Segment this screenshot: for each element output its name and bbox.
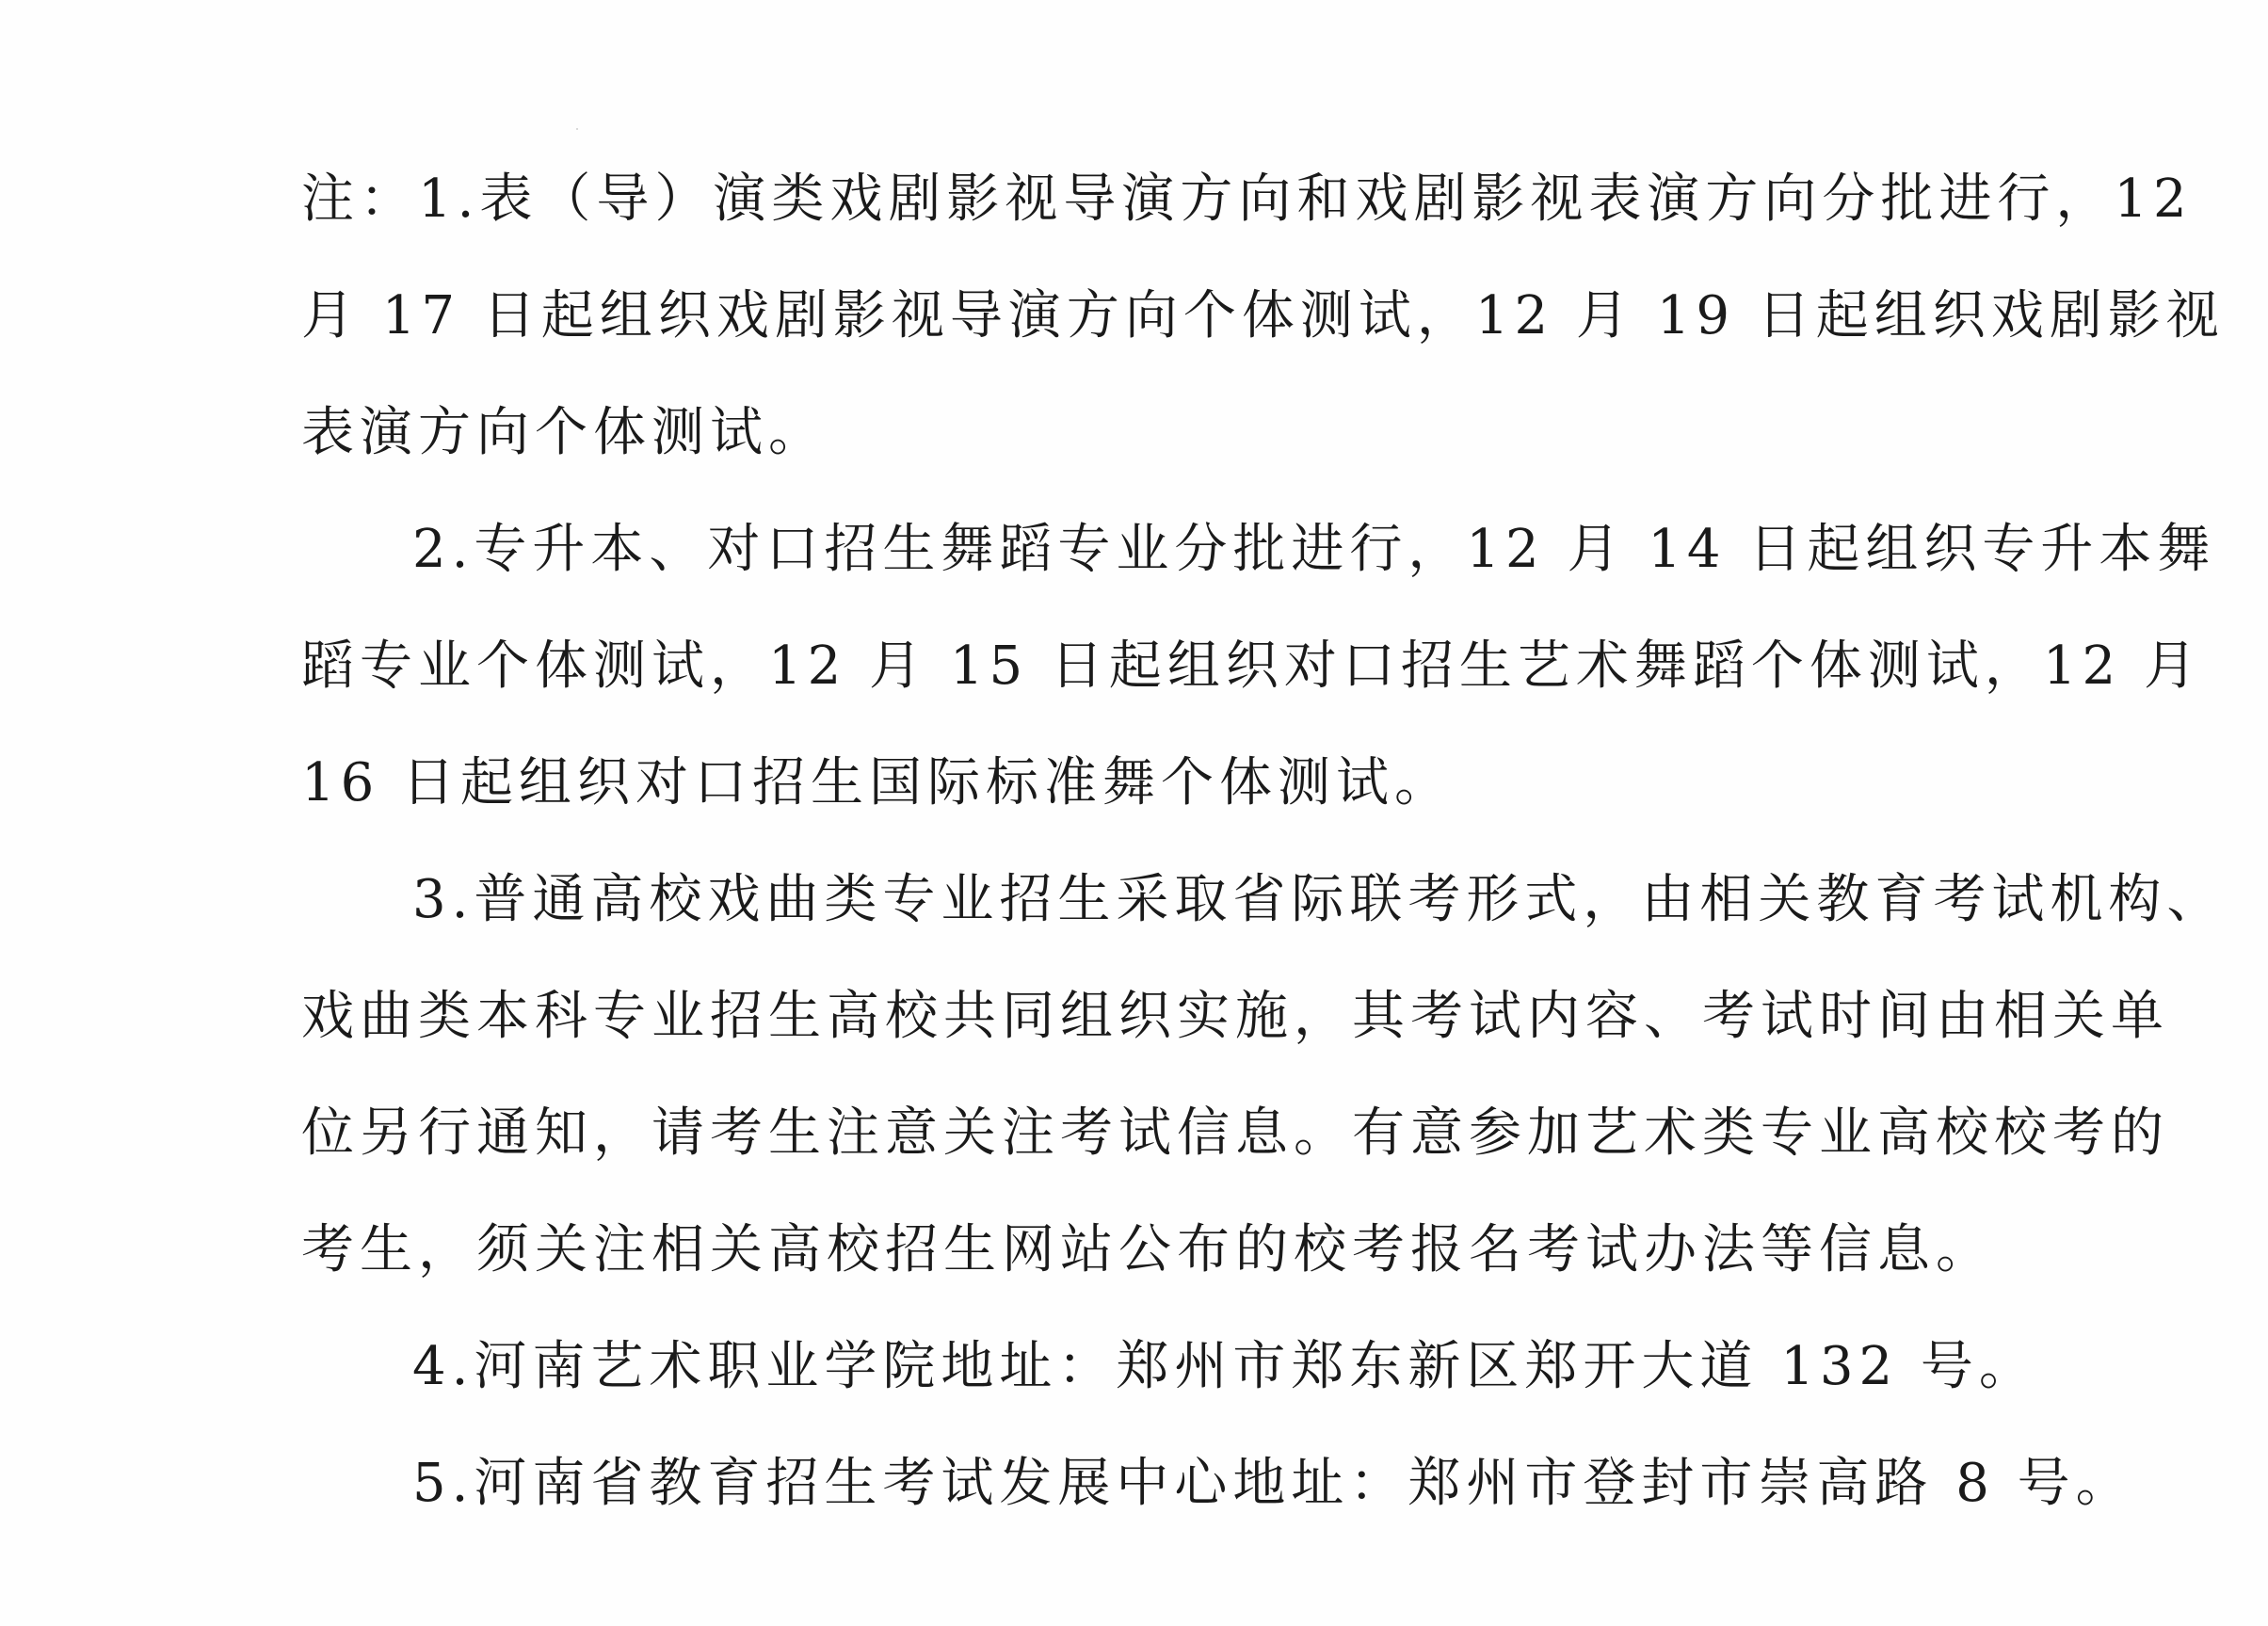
scan-speck <box>576 128 578 130</box>
note-2 <box>301 491 2216 842</box>
note-4 <box>301 1309 2052 1425</box>
text-line: 考生，须关注相关高校招生网站公布的校考报名考试办法等信息。 <box>301 1219 1994 1280</box>
note-5 <box>301 1425 2134 1542</box>
notes-body <box>301 141 2226 1542</box>
text-line: 戏曲类本科专业招生高校共同组织实施，其考试内容、考试时间由相关单 <box>301 986 2169 1047</box>
text-line: 16 日起组织对口招生国际标准舞个体测试。 <box>301 752 1454 813</box>
text-line: 3.普通高校戏曲类专业招生采取省际联考形式，由相关教育考试机构、 <box>412 869 2226 930</box>
text-line: 表演方向个体测试。 <box>301 402 827 463</box>
note-3 <box>301 842 2226 1309</box>
note-1 <box>301 141 2225 491</box>
text-line: 4.河南艺术职业学院地址：郑州市郑东新区郑开大道 132 号。 <box>412 1336 2037 1397</box>
text-line: 月 17 日起组织戏剧影视导演方向个体测试，12 月 19 日起组织戏剧影视 <box>301 285 2225 346</box>
text-line: 位另行通知，请考生注意关注考试信息。有意参加艺术类专业高校校考的 <box>301 1103 2169 1164</box>
text-line: 2.专升本、对口招生舞蹈专业分批进行，12 月 14 日起组织专升本舞 <box>412 519 2216 580</box>
text-line: 注：1.表（导）演类戏剧影视导演方向和戏剧影视表演方向分批进行，12 <box>301 169 2193 230</box>
text-line: 5.河南省教育招生考试发展中心地址：郑州市登封市崇高路 8 号。 <box>412 1453 2134 1514</box>
text-line: 蹈专业个体测试，12 月 15 日起组织对口招生艺术舞蹈个体测试，12 月 <box>301 636 2202 697</box>
